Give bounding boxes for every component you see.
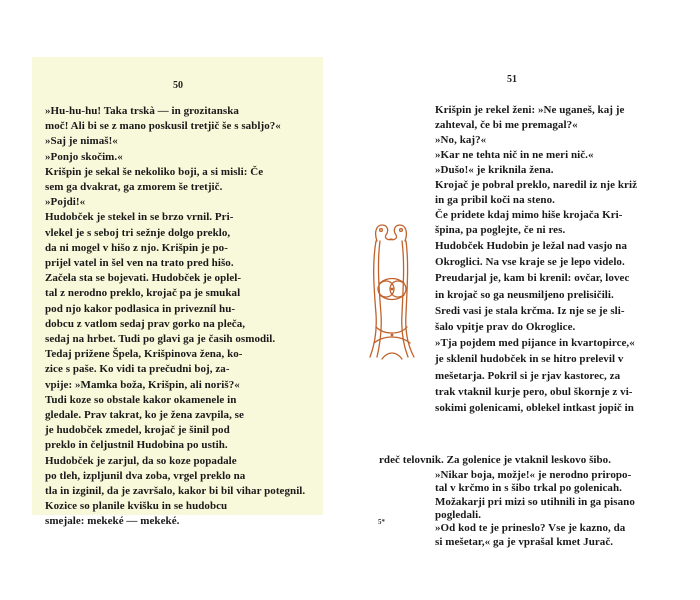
text-line: »Dušo!« je kriknila žena.: [435, 164, 554, 176]
text-line: in krojač so ga neusmiljeno prelisičili.: [435, 288, 614, 301]
footnote-signature: 5*: [378, 518, 385, 526]
text-line: »Saj je nimaš!«: [45, 135, 118, 148]
text-line: dobcu z vatlom sedaj prav gorko na pleča,: [45, 317, 246, 330]
text-line: »Ponjo skočim.«: [45, 150, 123, 163]
text-line: Hudobček je stekel in se brzo vrnil. Pri-: [45, 211, 234, 224]
text-line: špina, pa poglejte, če ni res.: [435, 224, 566, 236]
text-line: Če pridete kdaj mimo hiše krojača Kri-: [435, 209, 623, 221]
right-page-full-width-line: rdeč telovnik. Za golenice je vtaknil leskovo šibo.: [379, 454, 612, 466]
text-line: šalo vpitje prav do Okroglice.: [435, 321, 576, 333]
left-page: [32, 57, 323, 528]
text-line: in ga pribil koči na steno.: [435, 194, 555, 206]
text-line: Hudobček je zarjul, da so koze popadale: [45, 454, 237, 467]
text-line: moč! Ali bi se z mano poskusil tretjič še s sabljo?«: [45, 120, 281, 133]
text-line: Tudi koze so obstale kakor okamenele in: [45, 393, 237, 406]
text-line: Preudarjal je, kam bi krenil: ovčar, lovec: [435, 272, 630, 285]
text-line: trak vtaknil kurje pero, obul škornje z vi-: [435, 385, 633, 398]
text-line: sem ga dvakrat, ga zmorem še tretjič.: [45, 181, 223, 193]
text-line: smejale: mekeké — mekeké.: [45, 515, 180, 528]
text-line: »Tja pojdem med pijance in kvartopirce,«: [435, 337, 635, 350]
text-line: zice s paše. Ko vidi ta prečudni boj, za-: [45, 363, 230, 376]
text-line: sokimi golenicami, oblekel intkast jopič in: [435, 402, 634, 414]
text-line: Krišpin je sekal še nekoliko boji, a si misli: Če: [45, 165, 264, 178]
text-line: je sklenil hudobček in se hitro prelevil v: [435, 353, 624, 366]
text-line: »Hu-hu-hu! Taka trskà — in grozitanska: [45, 105, 239, 117]
text-line: Možakarji pri mizi so utihnili in ga pisano: [435, 495, 635, 508]
text-line: »Pojdi!«: [45, 196, 86, 209]
text-line: Hudobček Hudobin je ležal nad vasjo na: [435, 240, 627, 252]
text-line: po tleh, izpljunil dva zoba, vrgel preklo na: [45, 469, 246, 482]
text-line: mešetarja. Pokril si je rjav kastorec, za: [435, 369, 621, 382]
text-line: preklo in čeljustnil Hudobina po ustih.: [45, 439, 228, 452]
text-line: pod njo kakor podlasica in privezníl hu-: [45, 302, 236, 315]
text-line: tal z nerodno preklo, krojač pa je smukal: [45, 287, 241, 300]
text-line: prijel vatel in šel ven na trato pred hišo.: [45, 257, 234, 269]
text-line: »Od kod te je prineslo? Vse je kazno, da: [435, 522, 626, 535]
text-line: Začela sta se bojevati. Hudobček je oplel-: [45, 272, 242, 285]
text-line: Krojač je pobral preklo, naredil iz nje križ: [435, 179, 638, 191]
text-line: Okroglici. Na vse kraje se je lepo videlo.: [435, 256, 625, 269]
text-line: Krišpin je rekel ženi: »Ne uganeš, kaj je: [435, 104, 625, 116]
text-line: »Kar ne tehta nič in ne meri nič.«: [435, 149, 594, 161]
text-line: si mešetar,« ga je vprašal kmet Jurač.: [435, 535, 614, 548]
decorated-initial-h-icon: [362, 219, 422, 364]
text-line: da ni mogel v hišo z njo. Krišpin je po-: [45, 241, 228, 254]
text-line: gledale. Prav takrat, ko je žena zavpila, se: [45, 409, 244, 421]
left-page-number: 50: [173, 80, 183, 91]
text-line: vlekel je s seboj tri sežnje dolgo preklo,: [45, 226, 231, 239]
text-line: tla in izginil, da je završalo, kakor bi bil vihar potegnil.: [45, 485, 306, 497]
text-line: pogledali.: [435, 508, 482, 521]
text-line: tal v krčmo in s šibo trkal po golenicah.: [435, 482, 622, 495]
text-line: vpije: »Mamka boža, Krišpin, ali noriš?«: [45, 378, 240, 391]
text-line: »No, kaj?«: [435, 134, 487, 146]
text-line: Kozice so planile kvišku in se hudobcu: [45, 500, 228, 513]
text-line: Tedaj prižene Špela, Krišpinova žena, ko-: [45, 348, 243, 361]
text-line: zahteval, če bi me premagal?«: [435, 119, 578, 131]
text-line: Sredi vasi je stala krčma. Iz nje se je sli-: [435, 304, 625, 317]
right-page-number: 51: [507, 74, 517, 85]
text-line: »Nikar boja, možje!« je nerodno priropo-: [435, 469, 632, 481]
text-line: je hudobček zmedel, krojač je šinil pod: [45, 424, 230, 437]
text-line: sedaj na hrbet. Tudi po glavi ga je časih osmodil.: [45, 333, 276, 345]
right-page: [350, 57, 674, 548]
